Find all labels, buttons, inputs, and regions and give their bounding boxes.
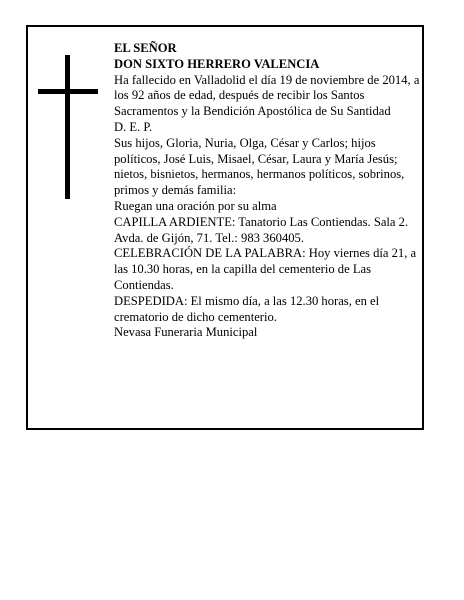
deceased-name: DON SIXTO HERRERO VALENCIA [114, 56, 320, 71]
cross-icon [38, 55, 98, 199]
family-list: Sus hijos, Gloria, Nuria, Olga, César y Carlos; hijos políticos, José Luis, Misael, César, Laura y María Jesús; nietos, bisnietos, hermanos, hermanos políticos, sobrinos, primos y demás familia: [114, 135, 405, 198]
dep-line: D. E. P. [114, 119, 153, 134]
funeral-home: Nevasa Funeraria Municipal [114, 325, 258, 340]
obituary-notice [26, 25, 424, 430]
farewell-info: DESPEDIDA: El mismo día, a las 12.30 horas, en el crematorio de dicho cementerio. [114, 293, 380, 324]
cross-horizontal-bar [38, 89, 98, 94]
heading-line-1: EL SEÑOR [114, 41, 177, 55]
death-announcement: Ha fallecido en Valladolid el día 19 de noviembre de 2014, a los 92 años de edad, después de recibir los Santos Sacramentos y la Bendición Apostólica de Su Santidad [114, 72, 420, 119]
notice-text [114, 41, 420, 341]
chapel-info: CAPILLA ARDIENTE: Tanatorio Las Contiendas. Sala 2. Avda. de Gijón, 71. Tel.: 983 360405. [114, 214, 409, 245]
prayer-request: Ruegan una oración por su alma [114, 198, 277, 213]
cross-vertical-bar [65, 55, 70, 199]
celebration-info: CELEBRACIÓN DE LA PALABRA: Hoy viernes día 21, a las 10.30 horas, en la capilla del cementerio de Las Contiendas. [114, 246, 417, 292]
